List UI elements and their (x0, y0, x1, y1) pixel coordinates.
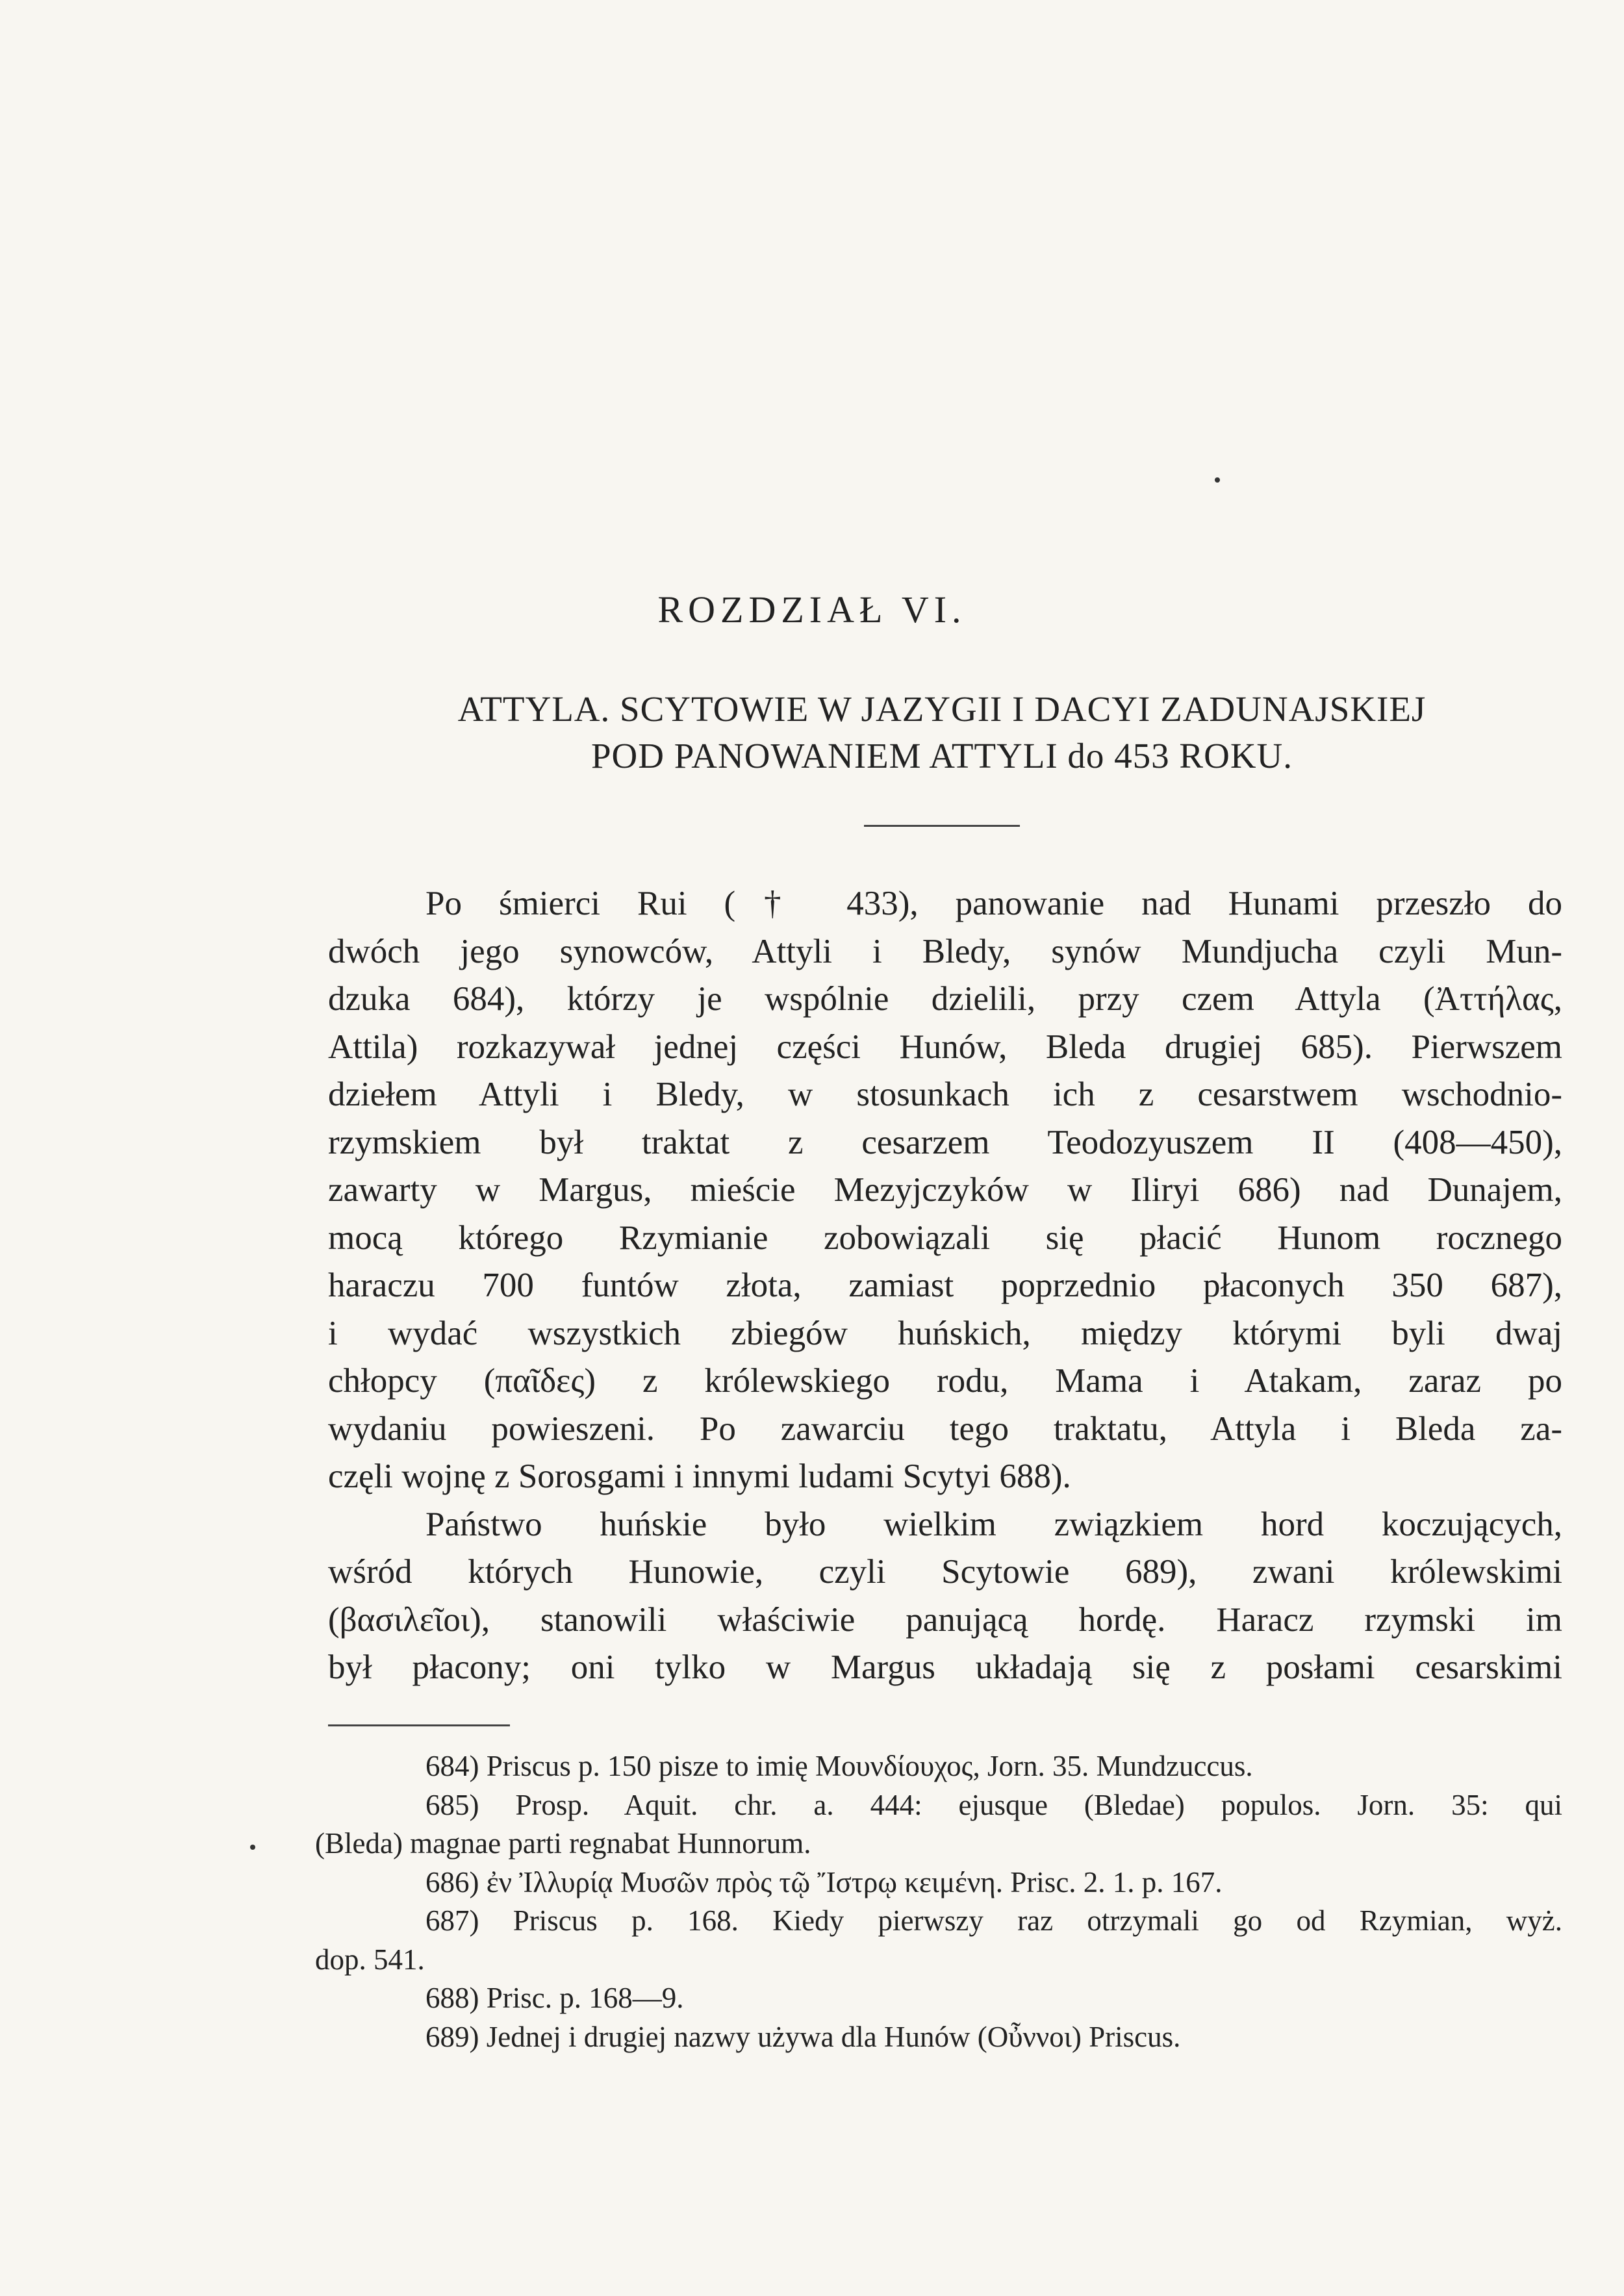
footnote: 688) Prisc. p. 168—9. (425, 1982, 684, 2014)
body-text (328, 880, 1562, 1692)
footnote: dop. 541. (315, 1943, 425, 1976)
body-line: dwóch jego synowców, Attyli i Bledy, synów Mundjucha czyli Mun- (328, 932, 1562, 970)
body-line: Attila) rozkazywał jednej części Hunów, Bleda drugiej 685). Pierwszem (328, 1028, 1562, 1066)
speck-mark (1215, 477, 1220, 483)
body-line: Po śmierci Rui († 433), panowanie nad Hunami przeszło do (425, 885, 1562, 922)
body-line: Państwo huńskie było wielkim związkiem hord koczujących, (425, 1505, 1562, 1543)
footnote: 684) Priscus p. 150 pisze to imię Μουνδίουχος, Jorn. 35. Mundzuccus. (425, 1750, 1253, 1782)
footnotes (315, 1747, 1562, 2056)
body-line: chłopcy (παῖδες) z królewskiego rodu, Mama i Atakam, zaraz po (328, 1362, 1562, 1400)
chapter-subtitle-line-1: ATTYLA. SCYTOWIE W JAZYGII I DACYI ZADUNAJSKIEJ (457, 689, 1427, 729)
footnote: 687) Priscus p. 168. Kiedy pierwszy raz otrzymali go od Rzymian, wyż. (425, 1904, 1562, 1937)
footnote: (Bleda) magnae parti regnabat Hunnorum. (315, 1827, 811, 1860)
body-line: wydaniu powieszeni. Po zawarciu tego traktatu, Attyla i Bleda za- (328, 1409, 1562, 1448)
body-line: był płacony; oni tylko w Margus układają się z posłami cesarskimi (328, 1648, 1562, 1686)
footnote: 686) ἐν Ἰλλυρίᾳ Μυσῶν πρὸς τῷ Ἴστρῳ κειμένη. Prisc. 2. 1. p. 167. (425, 1865, 1223, 1899)
body-line: częli wojnę z Sorosgami i innymi ludami Scytyi 688). (328, 1457, 1071, 1495)
footnote: 685) Prosp. Aquit. chr. a. 444: ejusque (Bledae) populos. Jorn. 35: qui (425, 1788, 1562, 1821)
body-line: i wydać wszystkich zbiegów huńskich, między którymi byli dwaj (328, 1314, 1562, 1352)
footnote: 689) Jednej i drugiej nazwy używa dla Hunów (Οὖννοι) Priscus. (425, 2020, 1181, 2053)
body-line: wśród których Hunowie, czyli Scytowie 689), zwani królewskimi (328, 1553, 1562, 1591)
body-line: dzuka 684), którzy je wspólnie dzielili, przy czem Attyla (Ἀττήλας, (328, 980, 1562, 1018)
body-line: dziełem Attyli i Bledy, w stosunkach ich z cesarstwem wschodnio- (328, 1076, 1562, 1113)
body-line: mocą którego Rzymianie zobowiązali się płacić Hunom rocznego (328, 1218, 1562, 1257)
body-line: haraczu 700 funtów złota, zamiast poprzednio płaconych 350 687), (328, 1267, 1562, 1304)
body-line: rzymskiem był traktat z cesarzem Teodozyuszem II (408—450), (328, 1123, 1562, 1161)
body-line: zawarty w Margus, mieście Mezyjczyków w Iliryi 686) nad Dunajem, (328, 1171, 1562, 1209)
footnote-divider (328, 1724, 510, 1726)
margin-mark (250, 1845, 255, 1850)
chapter-subtitle-line-2: POD PANOWANIEM ATTYLI do 453 ROKU. (590, 736, 1293, 776)
chapter-title: ROZDZIAŁ VI. (657, 588, 967, 631)
body-line: (βασιλεῖοι), stanowili właściwie panującą hordę. Haracz rzymski im (328, 1600, 1562, 1639)
title-divider (864, 825, 1020, 827)
